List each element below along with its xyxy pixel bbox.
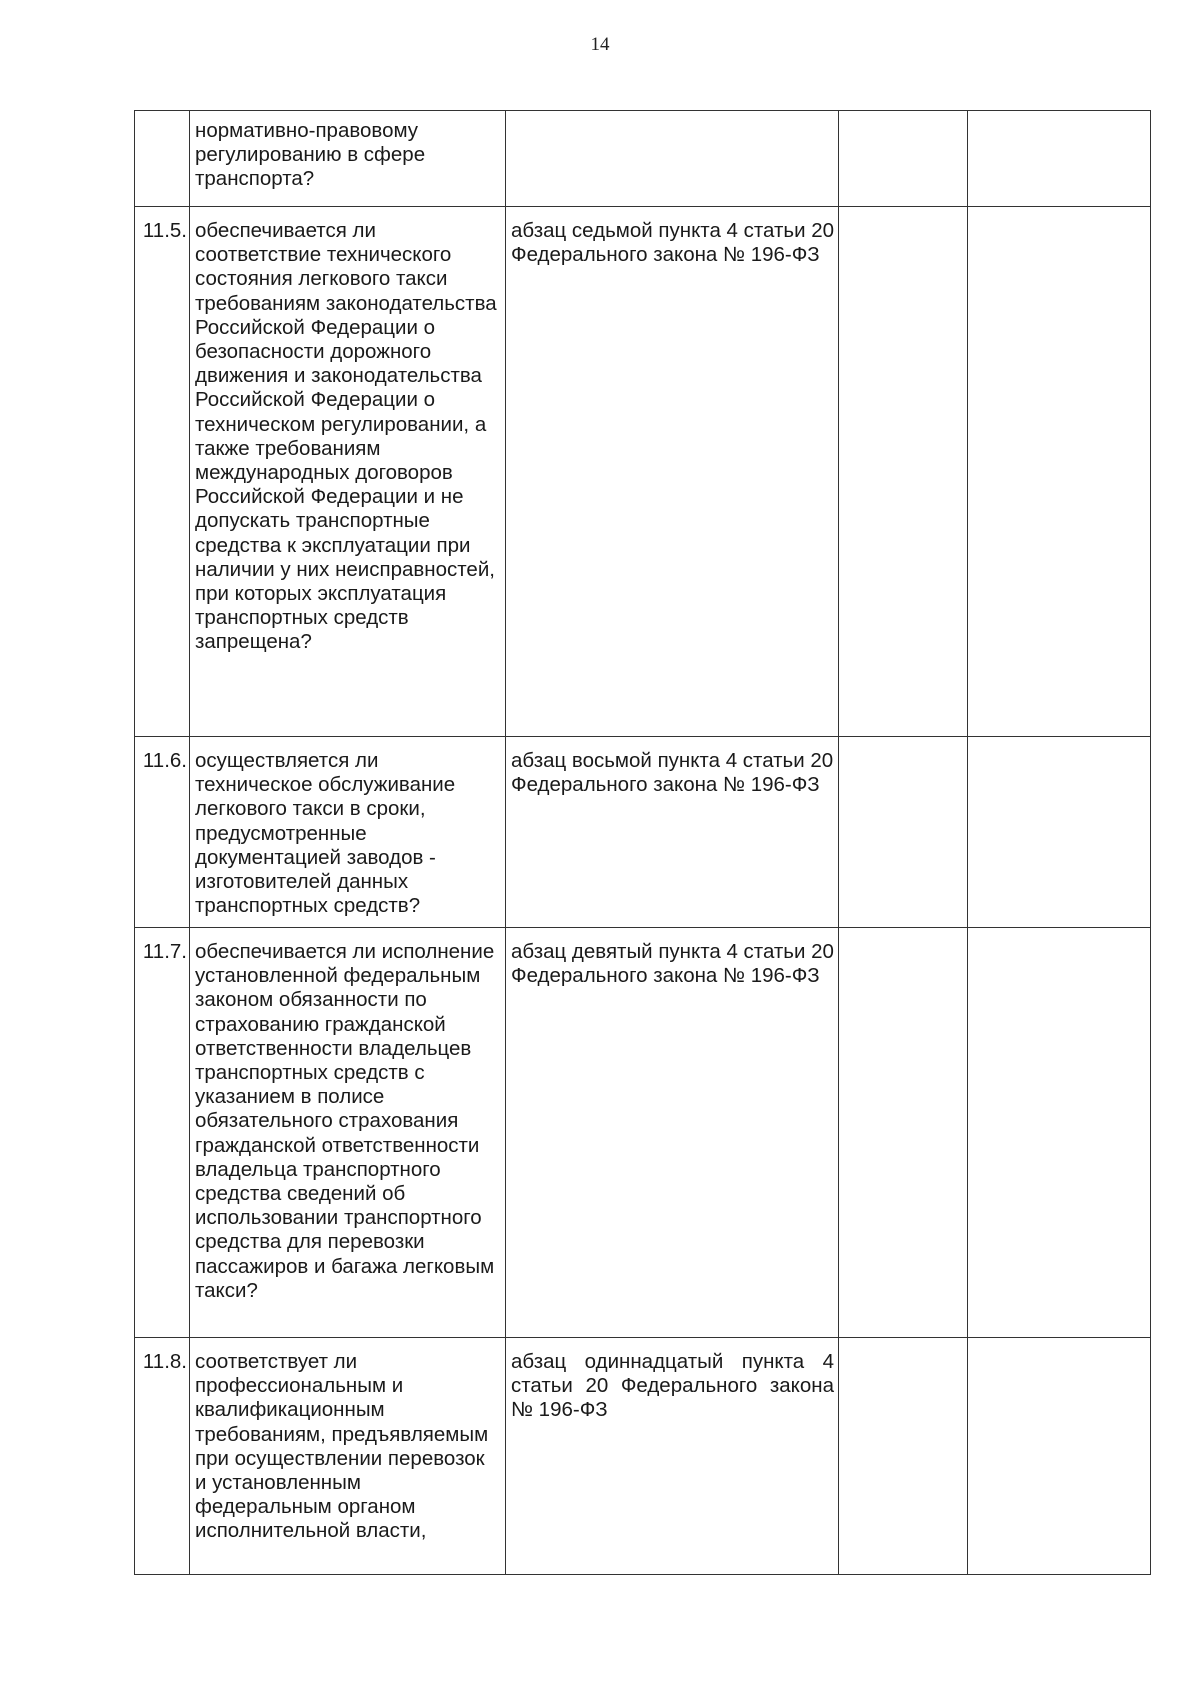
empty-cell (839, 928, 968, 1338)
question-cell: обеспечивается ли исполнение установленной федеральным законом обязанности по страхованию гражданской ответственности владельцев транспортных средств с указанием в полисе обязательного страхования гражданской ответственности владельца транспортного средства сведений об использовании транспортного средства для перевозки пассажиров и багажа легковым такси? (190, 928, 506, 1338)
table-row (135, 737, 1151, 928)
empty-cell (968, 737, 1151, 928)
item-number: 11.5. (135, 207, 190, 737)
table-row (135, 1338, 1151, 1575)
empty-cell (968, 928, 1151, 1338)
item-number: 11.7. (135, 928, 190, 1338)
reference-cell (506, 111, 839, 207)
item-number (135, 111, 190, 207)
page-number: 14 (590, 34, 610, 55)
empty-cell (968, 1338, 1151, 1575)
question-cell: соответствует ли профессиональным и квалификационным требованиям, предъявляемым при осуществлении перевозок и установленным федеральным органом исполнительной власти, (190, 1338, 506, 1575)
table-row (135, 928, 1151, 1338)
empty-cell (839, 1338, 968, 1575)
question-cell: осуществляется ли техническое обслуживание легкового такси в сроки, предусмотренные документацией заводов - изготовителей данных транспортных средств? (190, 737, 506, 928)
empty-cell (839, 111, 968, 207)
table-row (135, 207, 1151, 737)
reference-cell: абзац одиннадцатый пункта 4 статьи 20 Федерального закона № 196-ФЗ (506, 1338, 839, 1575)
item-number: 11.8. (135, 1338, 190, 1575)
item-number: 11.6. (135, 737, 190, 928)
empty-cell (839, 207, 968, 737)
reference-cell: абзац седьмой пункта 4 статьи 20 Федерального закона № 196-ФЗ (506, 207, 839, 737)
question-cell: нормативно-правовому регулированию в сфере транспорта? (190, 111, 506, 207)
table-row (135, 111, 1151, 207)
empty-cell (968, 207, 1151, 737)
reference-cell: абзац восьмой пункта 4 статьи 20 Федерального закона № 196-ФЗ (506, 737, 839, 928)
reference-cell: абзац девятый пункта 4 статьи 20 Федерального закона № 196-ФЗ (506, 928, 839, 1338)
checklist-table (134, 110, 1151, 1575)
empty-cell (839, 737, 968, 928)
question-cell: обеспечивается ли соответствие технического состояния легкового такси требованиям законодательства Российской Федерации о безопасности дорожного движения и законодательства Российской Федерации о техническом регулировании, а также требованиям международных договоров Российской Федерации и не допускать транспортные средства к эксплуатации при наличии у них неисправностей, при которых эксплуатация транспортных средств запрещена? (190, 207, 506, 737)
empty-cell (968, 111, 1151, 207)
